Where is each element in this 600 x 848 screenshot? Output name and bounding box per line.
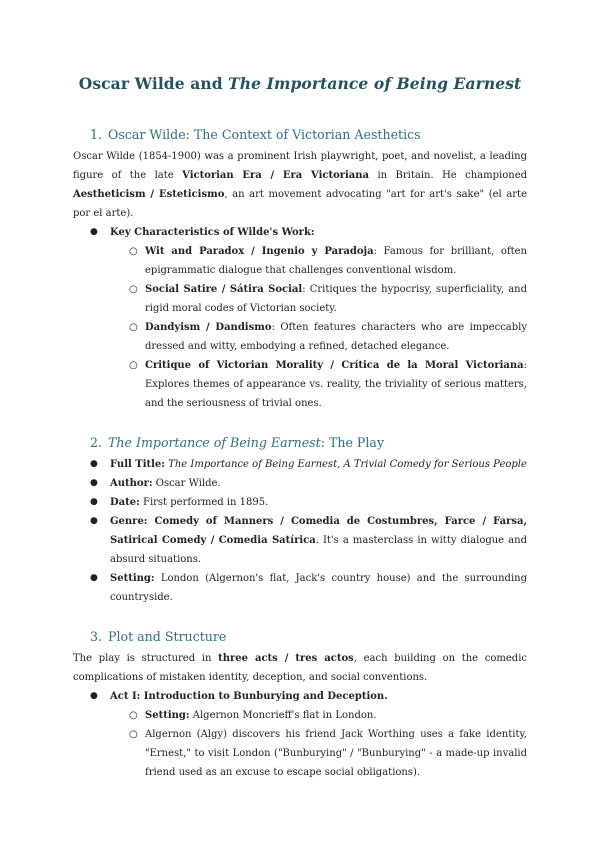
bullet-dot-icon: ● bbox=[90, 459, 98, 469]
list-item: ○ Algernon (Algy) discovers his friend Jack Worthing uses a fake identity, "Ernest," to visit London ("Bunburying" / "Bunburying" - a made-up invalid friend used as an excuse to escape social obligations). bbox=[110, 725, 527, 782]
list-item: ● Author: Oscar Wilde. bbox=[73, 474, 527, 493]
list-item: ● Genre: Comedy of Manners / Comedia de Costumbres, Farce / Farsa, Satirical Comedy / Comedia Satírica. It's a masterclass in witty dialogue and absurd situations. bbox=[73, 512, 527, 569]
list-item: ○ Critique of Victorian Morality / Crítica de la Moral Victoriana: Explores themes of appearance vs. reality, the triviality of serious matters, and the seriousness of trivial ones. bbox=[110, 356, 527, 413]
characteristics-sublist bbox=[110, 242, 527, 413]
section-plot-structure bbox=[73, 629, 527, 782]
acts-list bbox=[73, 687, 527, 782]
bullet-dot-icon: ● bbox=[90, 497, 98, 507]
bullet-dot-icon: ● bbox=[90, 516, 98, 526]
list-item: ● Setting: London (Algernon's flat, Jack's country house) and the surrounding countryside. bbox=[73, 569, 527, 607]
section-oscar-wilde-context bbox=[73, 127, 527, 413]
characteristics-list bbox=[73, 223, 527, 413]
list-item: ○ Setting: Algernon Moncrieff's flat in London. bbox=[110, 706, 527, 725]
bullet-circle-icon: ○ bbox=[129, 322, 138, 333]
document-title: Oscar Wilde and The Importance of Being Earnest bbox=[78, 74, 522, 93]
list-item: ○ Dandyism / Dandismo: Often features characters who are impeccably dressed and witty, embodying a refined, detached elegance. bbox=[110, 318, 527, 356]
play-facts-list bbox=[73, 455, 527, 607]
list-item: ● Key Characteristics of Wilde's Work: ○ Wit and Paradox / Ingenio y Paradoja: Famous for brilliant, often epigrammatic dialogue that challenges conventional wisdom. ○ Social Satire / Sátira Social: Critiques the hypocrisy, superficiality, and rigid moral codes of Victorian society. ○ Dandyism / Dandismo: Often features characters who are impeccably dressed and witty, embodying a refined, detached elegance. ○ Critique of Victorian Morality / Crítica de la Moral Victoriana: Explores themes of appearance vs. reality, the triviality of serious matters, and the seriousness of trivial ones. bbox=[73, 223, 527, 413]
act1-sublist bbox=[110, 706, 527, 782]
list-item: ● Act I: Introduction to Bunburying and Deception. ○ Setting: Algernon Moncrieff's flat in London. ○ Algernon (Algy) discovers his friend Jack Worthing uses a fake identity, "Ernest," to visit London ("Bunburying" / "Bunburying" - a made-up invalid friend used as an excuse to escape social obligations). bbox=[73, 687, 527, 782]
list-item: ● Date: First performed in 1895. bbox=[73, 493, 527, 512]
bullet-dot-icon: ● bbox=[90, 227, 98, 237]
section-intro-paragraph: The play is structured in three acts / tres actos, each building on the comedic complications of mistaken identity, deception, and social conventions. bbox=[73, 653, 527, 683]
section-intro-paragraph: Oscar Wilde (1854-1900) was a prominent Irish playwright, poet, and novelist, a leading figure of the late Victorian Era / Era Victoriana in Britain. He championed Aestheticism / Esteticismo, an art movement advocating "art for art's sake" (el arte por el arte). bbox=[73, 151, 528, 219]
bullet-dot-icon: ● bbox=[90, 691, 98, 701]
bullet-dot-icon: ● bbox=[90, 573, 98, 583]
bullet-circle-icon: ○ bbox=[129, 710, 138, 721]
list-item: ● Full Title: The Importance of Being Earnest, A Trivial Comedy for Serious People bbox=[73, 455, 527, 474]
section-heading: 1. Oscar Wilde: The Context of Victorian Aesthetics bbox=[90, 127, 421, 142]
bullet-circle-icon: ○ bbox=[129, 729, 138, 740]
list-item: ○ Wit and Paradox / Ingenio y Paradoja: Famous for brilliant, often epigrammatic dialogue that challenges conventional wisdom. bbox=[110, 242, 527, 280]
list-item: ○ Social Satire / Sátira Social: Critiques the hypocrisy, superficiality, and rigid moral codes of Victorian society. bbox=[110, 280, 527, 318]
bullet-circle-icon: ○ bbox=[129, 360, 138, 371]
bullet-circle-icon: ○ bbox=[129, 246, 138, 257]
section-the-play bbox=[73, 435, 527, 607]
title-play-name: The Importance of Being Earnest bbox=[228, 74, 522, 93]
section-heading: 2. The Importance of Being Earnest: The Play bbox=[90, 435, 385, 450]
bullet-dot-icon: ● bbox=[90, 478, 98, 488]
bullet-circle-icon: ○ bbox=[129, 284, 138, 295]
section-heading: 3. Plot and Structure bbox=[90, 629, 227, 644]
